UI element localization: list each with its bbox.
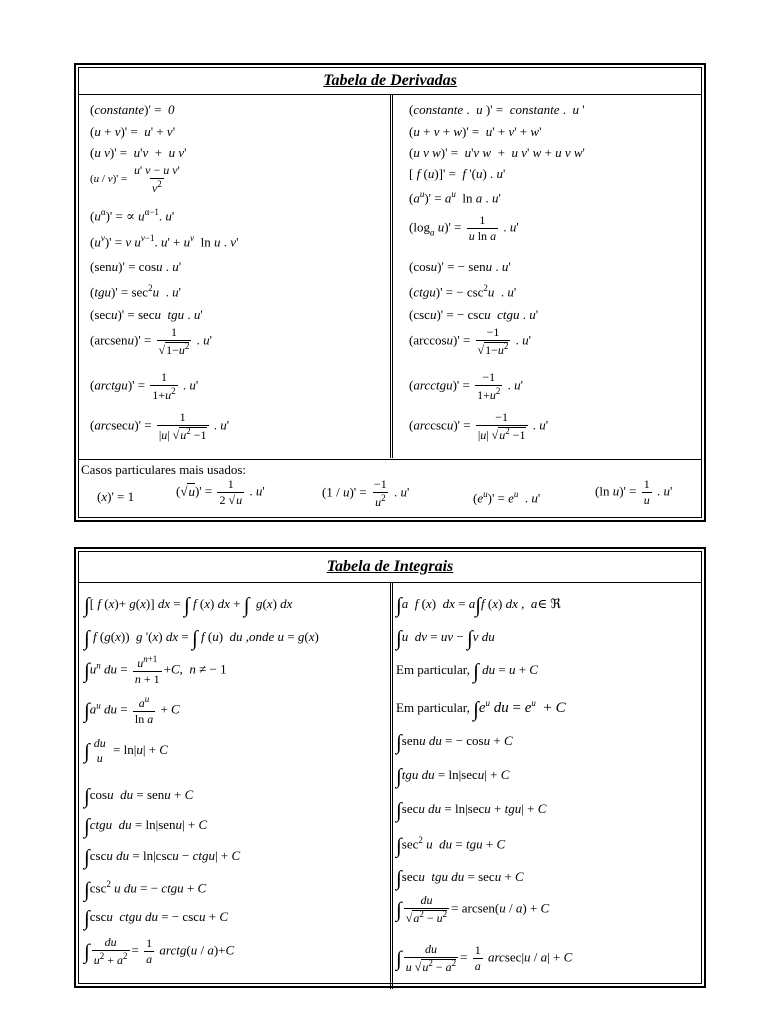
int-reciprocal: ∫ du u = ln|u| + C xyxy=(84,736,168,766)
special-cases-label: Casos particulares mais usados: xyxy=(81,462,246,477)
deriv-power: $(u^\alpha)'$ = ∝ $u^{\alpha-1}$. u' xyxy=(90,207,175,224)
derivatives-title: Tabela de Derivadas xyxy=(79,68,701,95)
special-sqrt: (√u)' = $\frac{1}{2 √u}$ . u' xyxy=(176,477,265,508)
special-x: (x)' = 1 xyxy=(97,489,135,504)
deriv-chain-rule: [ f (u)]' = f '(u) . u' xyxy=(409,166,506,181)
derivatives-column-divider xyxy=(390,95,393,458)
derivatives-table xyxy=(74,63,706,522)
deriv-cot: (ctgu)' = − $\csc^2u$ . u' xyxy=(409,283,517,300)
deriv-sum: (u + v)' = u' + v' xyxy=(90,124,176,139)
int-sec-squared: $\int\sec^2$ u du = tgu + C xyxy=(396,833,506,858)
integrals-title: Tabela de Integrais xyxy=(79,552,701,583)
int-substitution: ∫ f (g(x)) g '(x) dx = ∫ f (u) du ,onde u = g(x) xyxy=(84,626,319,650)
int-arcsin: ∫ $\frac{du}{√a^2 - u^2}$ = arcsen(u / a) + C xyxy=(396,893,550,926)
int-exp-e: Em particular, $\int e^u$ du = $e^u + C$ xyxy=(396,697,566,721)
int-arctan: ∫ $\frac{du}{u^2 + a^2}$ = $\frac{1}{a}$ arctg(u / a)+C xyxy=(84,935,235,968)
int-csc-cot: ∫cscu ctgu du = − cscu + C xyxy=(84,906,229,930)
deriv-constant: (constante)' = 0 xyxy=(90,102,175,117)
deriv-tan: $(tgu)' = \sec^2u$ . u' xyxy=(90,283,181,300)
int-cos: ∫cosu du = senu + C xyxy=(84,784,194,808)
int-csc-squared: $\int\csc^2$ u du = − ctgu + C xyxy=(84,877,207,902)
deriv-sec: (secu)' = secu tgu . u' xyxy=(90,307,203,322)
int-csc: ∫cscu du = ln|cscu − ctgu| + C xyxy=(84,845,241,869)
int-exponential: $\int a^u$ du = $\frac{a^u}{\text{ln a}}$ + C xyxy=(84,694,180,727)
deriv-cos: (cosu)' = − senu . u' xyxy=(409,259,511,274)
deriv-triple-sum: (u + v + w)' = u' + v' + w' xyxy=(409,124,542,139)
deriv-log: ($\log_a$ u)' = $\frac{1}{\text{u ln a}}$ . u' xyxy=(409,213,519,244)
int-sum: ∫[ f (x)+ g(x)] dx = ∫ f (x) dx + ∫ g(x) dx xyxy=(84,593,293,617)
integrals-table xyxy=(74,547,706,988)
special-reciprocal: (1 / u)' = $\frac{-1}{u^2}$ . u' xyxy=(322,477,410,510)
deriv-triple-product: (u v w)' = u'v w + u v' w + u v w' xyxy=(409,145,585,160)
special-ln: (ln u)' = $\frac{1}{u}$ . u' xyxy=(595,477,673,508)
int-constant-multiple: ∫a f (x) dx = a∫f (x) dx , a∈ ℜ xyxy=(396,593,561,617)
int-arcsec: ∫ $\frac{du}{u √u^2 - a^2}$ = $\frac{1}{a}$ arcsec|u / a| + C xyxy=(396,942,573,975)
deriv-arctan: (arctgu)' = $\frac{1}{1+u^2}$ . u' xyxy=(90,370,199,403)
int-sin: ∫senu du = − cosu + C xyxy=(396,730,513,754)
deriv-sin: (senu)' = cosu . u' xyxy=(90,259,182,274)
deriv-arcsec: (arcsecu)' = $\frac{1}{|u| √u^2 -1}$ . u' xyxy=(90,410,230,443)
deriv-arccot: (arcctgu)' = $\frac{-1}{1+u^2}$ . u' xyxy=(409,370,523,403)
int-power: $\int u^n$ du = $\frac{u^{n+1}}{n + 1}$ +C, n ≠ − 1 xyxy=(84,654,227,687)
int-sec: ∫secu du = ln|secu + tgu| + C xyxy=(396,798,547,822)
int-sec-tan: ∫secu tgu du = secu + C xyxy=(396,866,524,890)
derivatives-special-divider xyxy=(79,459,701,460)
special-exp: $(e^u)' = e^u$ . u' xyxy=(473,489,541,506)
deriv-arccos: (arccosu)' = $\frac{-1}{√1-u^2}$ . u' xyxy=(409,325,532,358)
int-cot: ∫ctgu du = ln|senu| + C xyxy=(84,814,208,838)
deriv-quotient: (u / v)' = $\frac{\text{u' v − u v'}}{v^2}$ xyxy=(90,163,180,196)
deriv-exponential: $(a^u)' = a^u$ ln a . u' xyxy=(409,189,501,206)
int-by-parts: ∫u dv = uv − ∫v du xyxy=(396,626,495,650)
deriv-general-power: $(u^v)' = v$ $u^{v-1}$. $u' + u^v$ ln u . v' xyxy=(90,233,239,250)
int-du: Em particular, ∫ du = u + C xyxy=(396,659,538,683)
deriv-csc: (cscu)' = − cscu ctgu . u' xyxy=(409,307,539,322)
deriv-arcsin: (arcsenu)' = $\frac{1}{√1-u^2}$ . u' xyxy=(90,325,213,358)
int-tan: ∫tgu du = ln|secu| + C xyxy=(396,764,510,788)
deriv-product: (u v)' = u'v + u v' xyxy=(90,145,187,160)
deriv-constant-times: (constante . u )' = constante . u ' xyxy=(409,102,585,117)
deriv-arccsc: (arccscu)' = $\frac{-1}{|u| √u^2 -1}$ . u' xyxy=(409,410,549,443)
integrals-column-divider xyxy=(390,583,393,989)
